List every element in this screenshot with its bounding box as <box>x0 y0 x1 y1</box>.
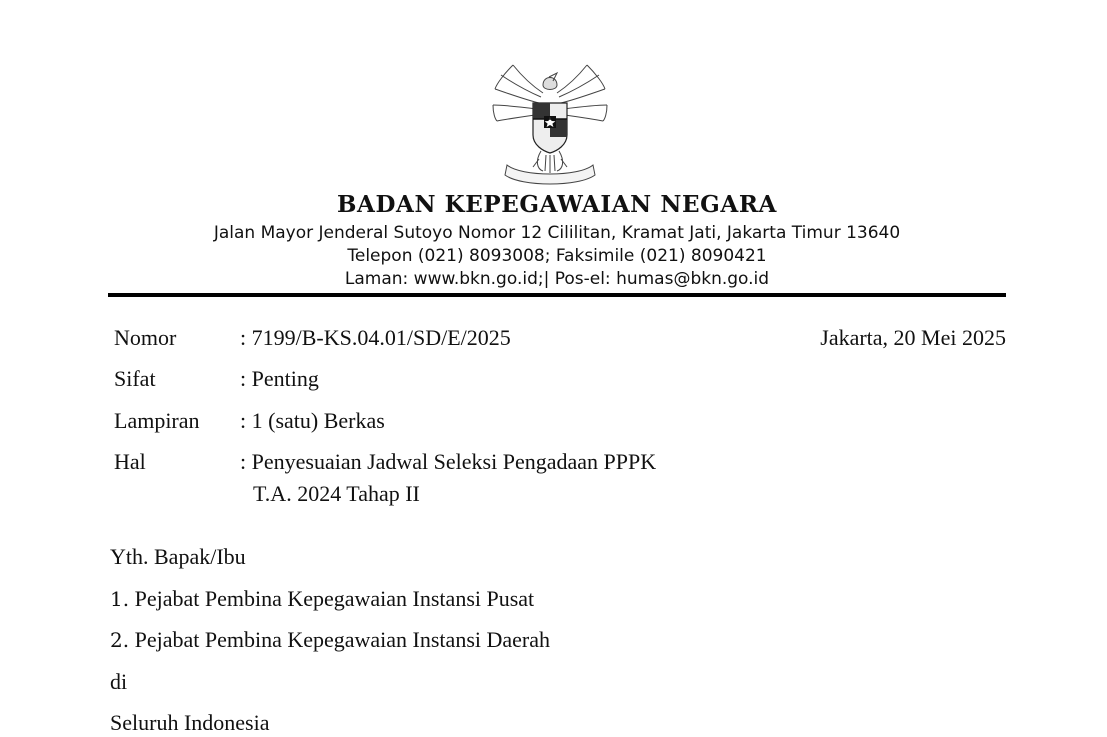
nomor-label: Nomor <box>114 325 177 350</box>
phone-fax-line: Telepon (021) 8093008; Faksimile (021) 8090421 <box>347 246 767 266</box>
website-email-line: Laman: www.bkn.go.id;| Pos-el: humas@bkn.go.id <box>344 269 770 289</box>
hal-value-line-2: T.A. 2024 Tahap II <box>253 481 420 506</box>
address-line: Jalan Mayor Jenderal Sutoyo Nomor 12 Cililitan, Kramat Jati, Jakarta Timur 13640 <box>213 223 901 243</box>
recipient-greeting: Yth. Bapak/Ibu <box>110 544 246 569</box>
letterhead-divider <box>108 293 1006 297</box>
lampiran-value: : 1 (satu) Berkas <box>240 408 385 433</box>
sifat-label: Sifat <box>114 366 156 391</box>
lampiran-label: Lampiran <box>114 408 200 433</box>
recipient-item-text: Pejabat Pembina Kepegawaian Instansi Daerah <box>134 627 550 652</box>
nomor-value: : 7199/B-KS.04.01/SD/E/2025 <box>240 325 511 350</box>
letter-date: Jakarta, 20 Mei 2025 <box>820 325 1006 350</box>
recipient-location: Seluruh Indonesia <box>110 710 270 735</box>
garuda-emblem-icon <box>491 63 609 187</box>
recipient-item <box>110 585 534 613</box>
recipient-item-number: 2. <box>110 628 130 652</box>
organization-name: BADAN KEPEGAWAIAN NEGARA <box>336 191 778 218</box>
recipient-item-number: 1. <box>110 587 130 611</box>
hal-label: Hal <box>114 449 146 474</box>
recipient-item-text: Pejabat Pembina Kepegawaian Instansi Pusat <box>134 586 535 611</box>
recipient-di: di <box>110 669 128 694</box>
recipient-item <box>110 626 550 654</box>
sifat-value: : Penting <box>240 366 319 391</box>
hal-value-line-1: : Penyesuaian Jadwal Seleksi Pengadaan PPPK <box>240 449 657 474</box>
